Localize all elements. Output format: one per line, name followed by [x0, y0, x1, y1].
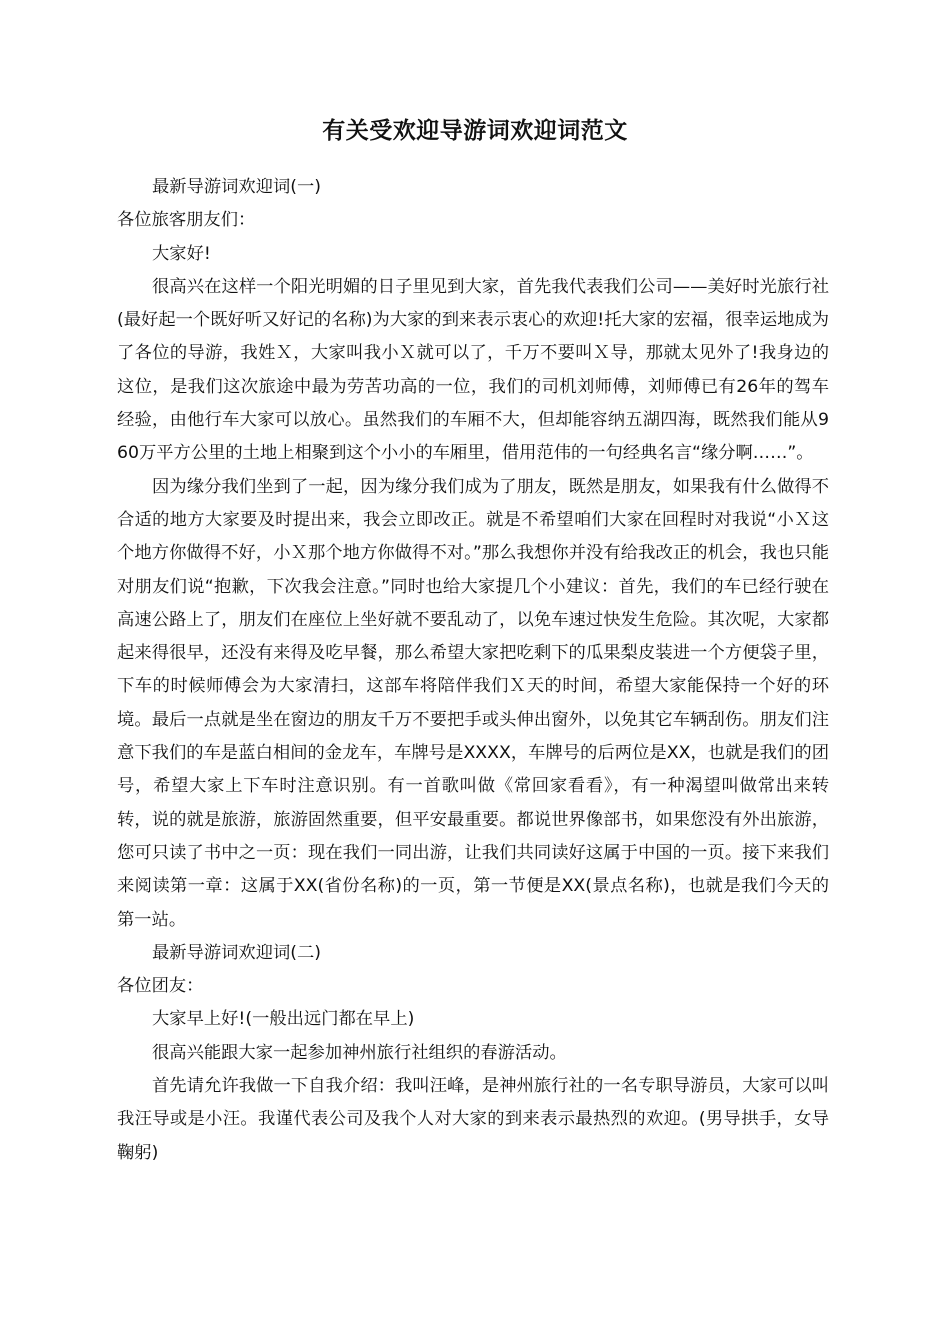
paragraph-welcome-intro: 很高兴在这样一个阳光明媚的日子里见到大家，首先我代表我们公司——美好时光旅行社(最好起一个既好听又好记的名称)为大家的到来表示衷心的欢迎!托大家的宏福，很幸运地成为了各位的导游，我姓Ｘ，大家叫我小Ｘ就可以了，千万不要叫Ｘ导，那就太见外了!我身边的这位，是我们这次旅途中最为劳苦功高的一位，我们的司机刘师傅，刘师傅已有26年的驾车经验，由他行车大家可以放心。虽然我们的车厢不大，但却能容纳五湖四海，既然我们能从960万平方公里的土地上相聚到这个小小的车厢里，借用范伟的一句经典名言“缘分啊……”。	[117, 276, 829, 464]
salutation-2: 各位团友：	[117, 976, 204, 997]
section-heading-1: 最新导游词欢迎词(一)	[152, 177, 322, 197]
section-heading-2: 最新导游词欢迎词(二)	[152, 942, 322, 963]
salutation-1: 各位旅客朋友们：	[117, 210, 256, 231]
greeting-1: 大家好!	[152, 243, 211, 264]
document-body	[117, 171, 829, 1170]
document-title: 有关受欢迎导游词欢迎词范文	[322, 118, 628, 144]
greeting-2: 大家早上好!(一般出远门都在早上)	[152, 1009, 415, 1030]
paragraph-self-intro: 首先请允许我做一下自我介绍：我叫汪峰，是神州旅行社的一名专职导游员，大家可以叫我汪导或是小汪。我谨代表公司及我个人对大家的到来表示最热烈的欢迎。(男导拱手，女导鞠躬)	[117, 1076, 829, 1163]
paragraph-suggestions: 因为缘分我们坐到了一起，因为缘分我们成为了朋友，既然是朋友，如果我有什么做得不合适的地方大家要及时提出来，我会立即改正。就是不希望咱们大家在回程时对我说“小Ｘ这个地方你做得不好，小Ｘ那个地方你做得不对。”那么我想你并没有给我改正的机会，我也只能对朋友们说“抱歉，下次我会注意。”同时也给大家提几个小建议：首先，我们的车已经行驶在高速公路上了，朋友们在座位上坐好就不要乱动了，以免车速过快发生危险。其次呢，大家都起来得很早，还没有来得及吃早餐，那么希望大家把吃剩下的瓜果梨皮装进一个方便袋子里，下车的时候师傅会为大家清扫，这部车将陪伴我们Ｘ天的时间，希望大家能保持一个好的环境。最后一点就是坐在窗边的朋友千万不要把手或头伸出窗外，以免其它车辆刮伤。朋友们注意下我们的车是蓝白相间的金龙车，车牌号是XXXX，车牌号的后两位是XX，也就是我们的团号，希望大家上下车时注意识别。有一首歌叫做《常回家看看》，有一种渴望叫做常出来转转，说的就是旅游，旅游固然重要，但平安最重要。都说世界像部书，如果您没有外出旅游，您可只读了书中之一页：现在我们一同出游，让我们共同读好这属于中国的一页。接下来我们来阅读第一章：这属于XX(省份名称)的一页，第一节便是XX(景点名称)，也就是我们今天的第一站。	[117, 476, 829, 930]
paragraph-spring-trip: 很高兴能跟大家一起参加神州旅行社组织的春游活动。	[152, 1042, 567, 1063]
